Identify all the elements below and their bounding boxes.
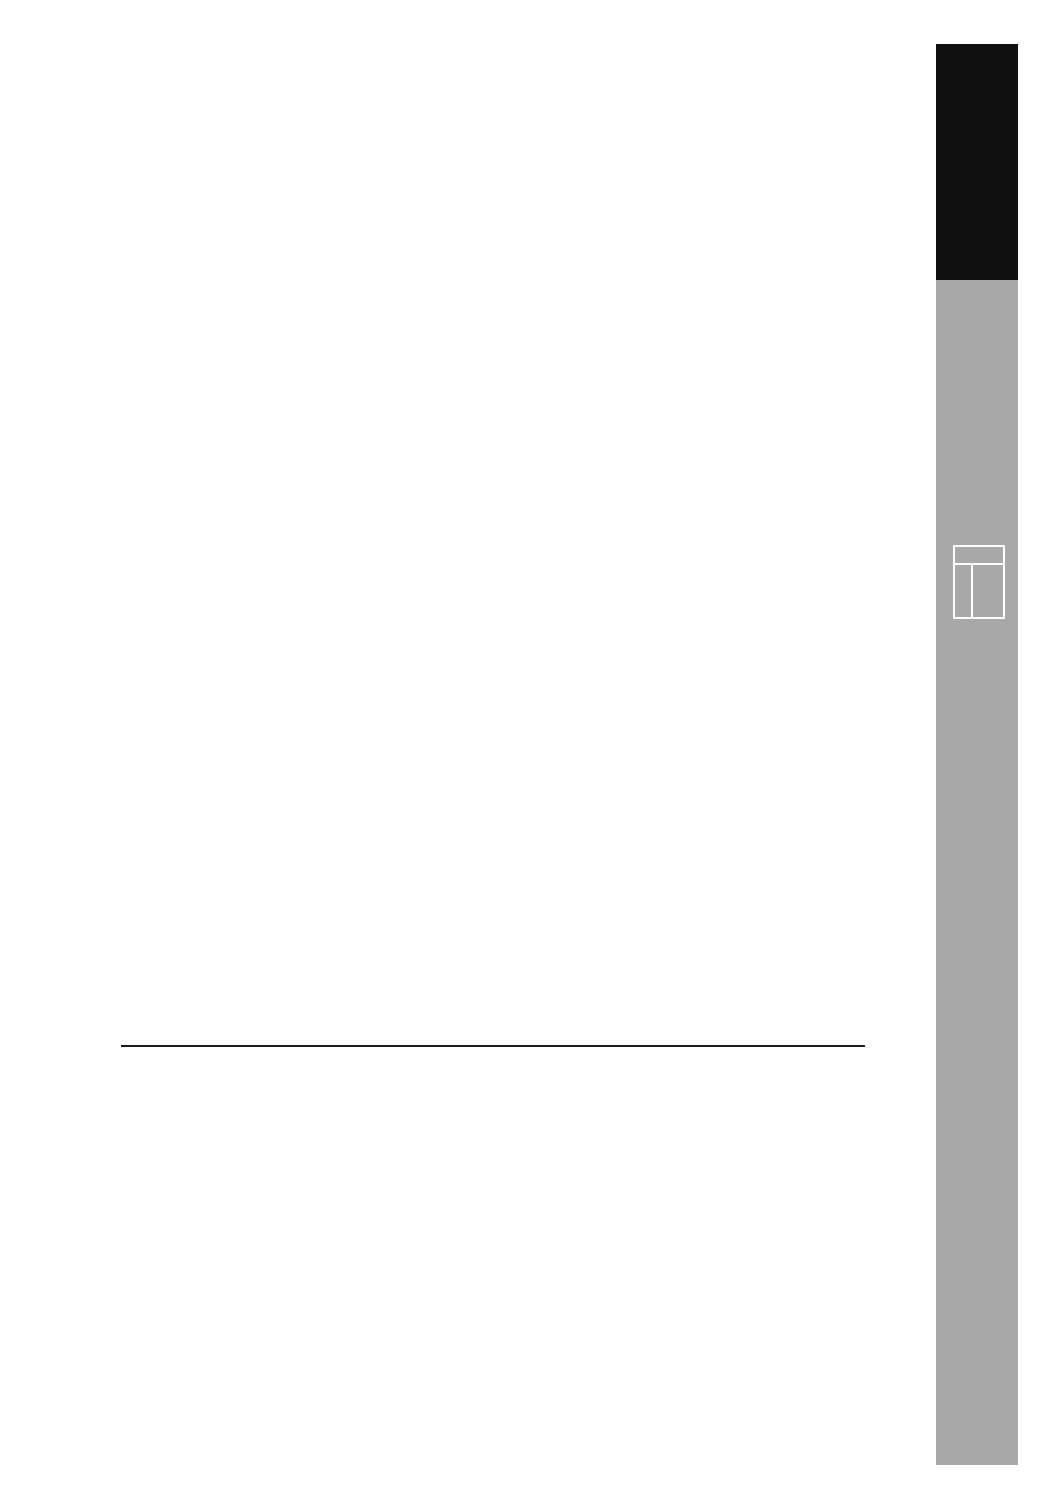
section-sidebar — [936, 280, 1018, 1465]
sujet-tab — [936, 44, 1018, 280]
document-heading — [121, 1018, 865, 1047]
passerelle-logo — [953, 545, 1005, 619]
